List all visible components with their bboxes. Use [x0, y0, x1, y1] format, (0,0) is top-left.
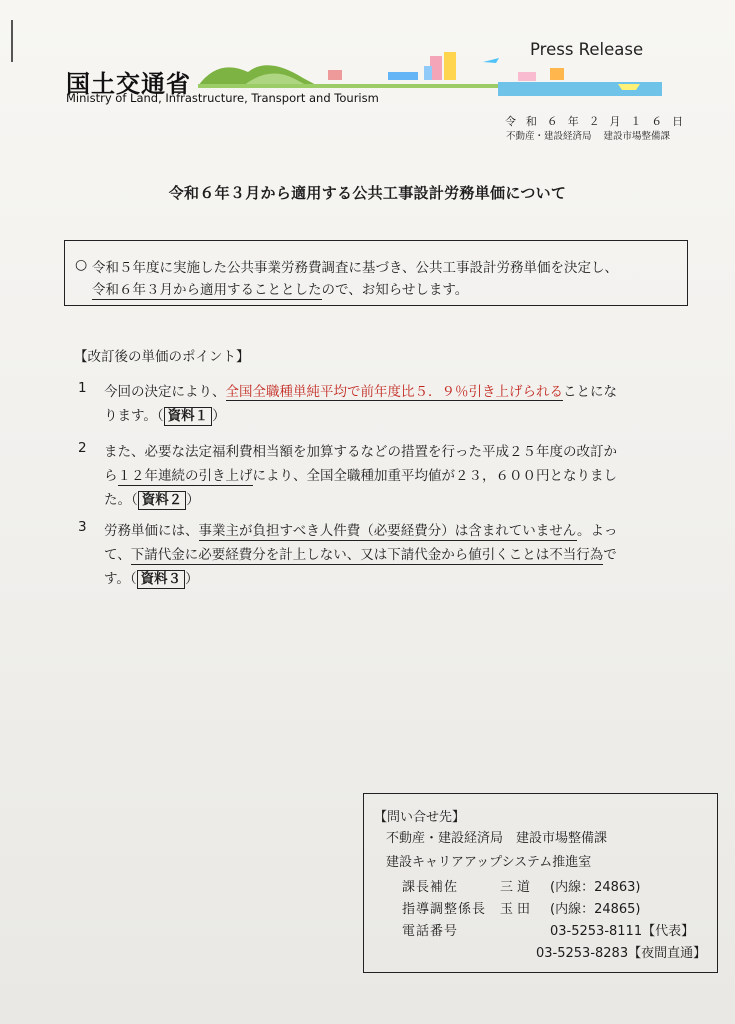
reference-box-1: 資料１ — [164, 407, 213, 426]
point-number: 2 — [78, 440, 87, 456]
ministry-logo-banner — [198, 48, 662, 96]
contact-row: 指導調整係長 玉田 (内線：24865) — [402, 902, 641, 917]
page-title: 令和６年３月から適用する公共工事設計労務単価について — [168, 184, 567, 202]
banner-bus — [328, 70, 342, 80]
underlined-text: 下請代金に必要経費分を計上しない、又は下請代金から値引くことは不当行為 — [130, 547, 604, 563]
banner-truck — [518, 72, 536, 81]
point-2-line-2: ら１２年連続の引き上げにより、全国全職種加重平均値が２３，６００円となりまし — [104, 468, 617, 484]
banner-plane — [483, 58, 499, 63]
bureau-name: 不動産・建設経済局 — [506, 131, 592, 142]
contact-row: 課長補佐 三道 (内線：24863) — [402, 880, 641, 895]
reference-box-3: 資料３ — [137, 570, 186, 589]
banner-building — [444, 52, 456, 80]
point-3-line-2: て、下請代金に必要経費分を計上しない、又は下請代金から値引くことは不当行為で — [104, 547, 617, 563]
contact-heading: 【問い合せ先】 — [374, 810, 466, 825]
point-1-line-1: 今回の決定により、全国全職種単純平均で前年度比５．９％引き上げられることにな — [104, 384, 617, 400]
point-3-line-3: す。（ 資料３ ） — [104, 571, 199, 587]
point-number: 1 — [78, 380, 87, 396]
press-release-label: Press Release — [530, 40, 644, 59]
contact-night-line: 03-5253-8283【夜間直通】 — [536, 946, 707, 961]
contact-department: 不動産・建設経済局 建設市場整備課 — [386, 831, 608, 846]
issue-date: 令 和 ６ 年 ２ 月 １ ６ 日 — [505, 115, 687, 128]
banner-crane — [550, 68, 564, 80]
point-1-line-2: ります。（ 資料１ ） — [104, 408, 226, 424]
bullet-circle-icon: ○ — [75, 257, 88, 273]
underlined-text: １２年連続の引き上げ — [117, 468, 253, 484]
summary-line-1: 令和５年度に実施した公共事業労務費調査に基づき、公共工事設計労務単価を決定し、 — [92, 260, 618, 276]
point-number: 3 — [78, 519, 87, 535]
summary-box — [64, 240, 688, 306]
division-name: 建設市場整備課 — [603, 131, 671, 142]
reference-box-2: 資料２ — [138, 491, 187, 510]
ministry-name-jp: 国土交通省 — [66, 70, 191, 98]
point-2-line-1: また、必要な法定福利費相当額を加算するなどの措置を行った平成２５年度の改訂か — [104, 444, 617, 460]
banner-train — [388, 72, 418, 80]
point-2-line-3: た。（ 資料２ ） — [104, 492, 200, 508]
contact-row-phone: 電話番号 03-5253-8111【代表】 — [402, 924, 695, 939]
banner-building — [424, 66, 432, 80]
highlight-red-text: 全国全職種単純平均で前年度比５．９％引き上げられる — [225, 384, 563, 400]
points-heading: 【改訂後の単価のポイント】 — [74, 349, 250, 365]
issuing-department — [506, 128, 670, 142]
contact-office: 建設キャリアアップシステム推進室 — [386, 855, 592, 870]
ministry-name-en: Ministry of Land, Infrastructure, Transport and Tourism — [66, 91, 379, 105]
summary-underlined: 令和６年３月から適用することとした — [92, 282, 322, 298]
point-3-line-1: 労務単価には、事業主が負担すべき人件費（必要経費分）は含まれていません。よっ — [104, 523, 618, 539]
summary-line-2 — [92, 278, 468, 298]
underlined-text: 事業主が負担すべき人件費（必要経費分）は含まれていません — [198, 523, 578, 539]
contact-box — [363, 793, 718, 973]
binder-mark — [11, 20, 13, 62]
summary-line-2-rest: ので、お知らせします。 — [321, 282, 469, 298]
